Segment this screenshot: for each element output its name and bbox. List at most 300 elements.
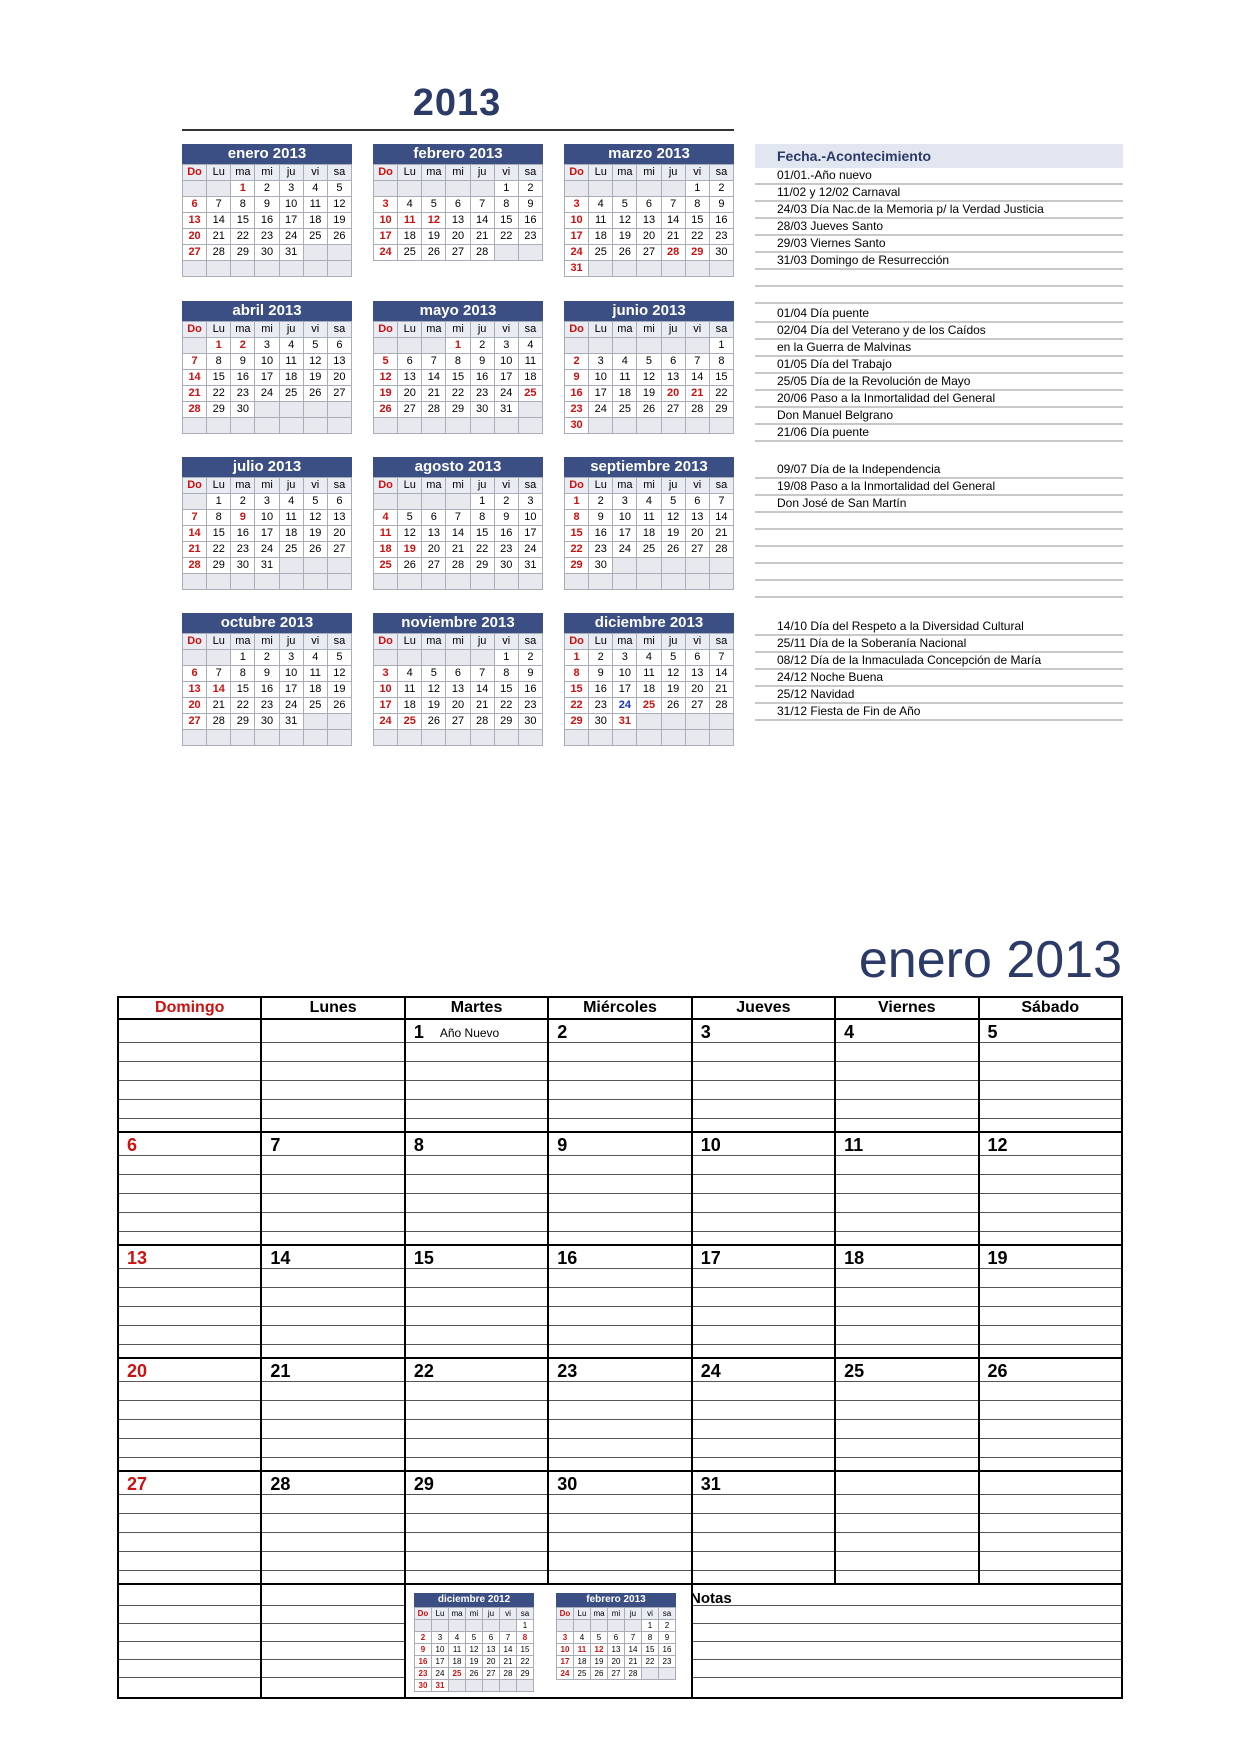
day-cell: 31 (613, 714, 637, 730)
empty-cell (183, 730, 207, 746)
note-line (262, 1287, 403, 1288)
day-cell: 4 (279, 494, 303, 510)
day-cell[interactable] (980, 1020, 1121, 1133)
day-cell: 9 (589, 510, 613, 526)
day-cell[interactable] (836, 1359, 977, 1472)
empty-cell (279, 261, 303, 277)
day-cell: 12 (661, 510, 685, 526)
empty-cell (422, 418, 446, 434)
empty-cell (255, 261, 279, 277)
day-cell: 12 (374, 370, 398, 386)
day-cell: 21 (685, 386, 709, 402)
day-cell[interactable] (836, 1246, 977, 1359)
empty-cell (303, 418, 327, 434)
day-cell: 26 (637, 402, 661, 418)
day-cell[interactable] (262, 1359, 403, 1472)
note-line (549, 1570, 690, 1571)
day-cell: 7 (685, 354, 709, 370)
day-cell[interactable] (262, 1472, 403, 1585)
day-cell: 5 (637, 354, 661, 370)
weekday-label: ma (231, 634, 255, 650)
day-cell: 20 (483, 1656, 500, 1668)
event-item: 29/03 Viernes Santo (755, 236, 1123, 253)
weekday-label: vi (494, 165, 518, 181)
note-line (693, 1061, 834, 1062)
empty-cell (659, 1668, 676, 1680)
day-cell[interactable] (693, 1020, 834, 1133)
day-cell: 26 (466, 1668, 483, 1680)
note-line (980, 1212, 1121, 1213)
day-cell: 31 (518, 558, 542, 574)
empty-cell (446, 730, 470, 746)
mini-calendar (373, 613, 543, 746)
note-line (549, 1287, 690, 1288)
day-cell: 27 (446, 714, 470, 730)
note-line (693, 1551, 834, 1552)
empty-cell (637, 261, 661, 277)
empty-cell (415, 1620, 432, 1632)
day-cell: 6 (685, 494, 709, 510)
day-cell[interactable] (549, 1133, 690, 1246)
weekday-label: Do (415, 1608, 432, 1620)
day-cell[interactable] (262, 1020, 403, 1133)
empty-cell (637, 338, 661, 354)
day-column (548, 1133, 691, 1246)
day-column (979, 1472, 1122, 1585)
event-item (755, 530, 1123, 547)
empty-cell (374, 574, 398, 590)
empty-cell (709, 714, 733, 730)
note-line (262, 1677, 403, 1678)
day-cell: 25 (374, 558, 398, 574)
note-line (119, 1438, 260, 1439)
day-column (548, 1472, 691, 1585)
day-cell: 27 (661, 402, 685, 418)
day-cell: 19 (327, 213, 351, 229)
day-cell: 16 (659, 1644, 676, 1656)
weekday-label: Lu (589, 634, 613, 650)
day-cell: 6 (483, 1632, 500, 1644)
day-cell: 28 (661, 245, 685, 261)
empty-cell (207, 181, 231, 197)
day-cell: 9 (518, 197, 542, 213)
weekday-header: Viernes (835, 997, 978, 1019)
day-cell: 25 (398, 245, 422, 261)
empty-cell (625, 1620, 642, 1632)
empty-cell (183, 418, 207, 434)
day-cell: 3 (255, 494, 279, 510)
empty-cell (449, 1620, 466, 1632)
empty-cell (207, 730, 231, 746)
day-cell[interactable] (980, 1359, 1121, 1472)
note-line (980, 1099, 1121, 1100)
weekday-label: Lu (398, 165, 422, 181)
empty-cell (565, 730, 589, 746)
day-cell[interactable] (693, 1133, 834, 1246)
day-cell: 24 (255, 542, 279, 558)
empty-cell (231, 261, 255, 277)
empty-cell (183, 338, 207, 354)
empty-cell (661, 574, 685, 590)
day-cell: 5 (327, 650, 351, 666)
day-cell: 28 (709, 698, 733, 714)
day-cell: 21 (207, 698, 231, 714)
day-column (835, 1359, 978, 1472)
weekday-label: sa (518, 322, 542, 338)
note-line (549, 1532, 690, 1533)
day-cell: 4 (374, 510, 398, 526)
weekday-header: Lunes (261, 997, 404, 1019)
empty-cell (303, 261, 327, 277)
note-line (980, 1344, 1121, 1345)
day-cell[interactable] (836, 1020, 977, 1133)
note-line (693, 1438, 834, 1439)
day-cell: 8 (517, 1632, 534, 1644)
day-cell: 17 (565, 229, 589, 245)
empty-cell (255, 402, 279, 418)
note-line (119, 1570, 260, 1571)
note-line (119, 1457, 260, 1458)
month-header: junio 2013 (564, 301, 734, 321)
day-cell[interactable] (836, 1472, 977, 1585)
day-cell: 18 (637, 682, 661, 698)
event-item: 24/12 Noche Buena (755, 670, 1123, 687)
day-cell[interactable] (980, 1246, 1121, 1359)
note-line (119, 1419, 260, 1420)
note-line (693, 1193, 834, 1194)
empty-cell (327, 245, 351, 261)
empty-cell (574, 1620, 591, 1632)
empty-cell (255, 574, 279, 590)
day-cell: 12 (466, 1644, 483, 1656)
empty-cell (685, 714, 709, 730)
day-cell: 28 (422, 402, 446, 418)
day-cell[interactable] (119, 1359, 260, 1472)
day-cell[interactable] (549, 1472, 690, 1585)
weekday-label: Do (183, 165, 207, 181)
note-line (406, 1042, 547, 1043)
day-cell[interactable] (406, 1359, 547, 1472)
day-cell: 1 (446, 338, 470, 354)
day-cell: 14 (446, 526, 470, 542)
day-cell[interactable] (980, 1472, 1121, 1585)
day-number: 2 (557, 1022, 568, 1042)
day-cell: 28 (709, 542, 733, 558)
day-cell: 10 (613, 510, 637, 526)
note-line (262, 1042, 403, 1043)
note-line (262, 1551, 403, 1552)
day-cell[interactable] (836, 1133, 977, 1246)
day-column (835, 1246, 978, 1359)
day-cell: 11 (518, 354, 542, 370)
day-cell: 21 (709, 526, 733, 542)
weekday-label: Lu (589, 322, 613, 338)
day-cell[interactable] (262, 1246, 403, 1359)
day-cell: 8 (494, 666, 518, 682)
day-cell: 9 (518, 666, 542, 682)
day-cell: 9 (255, 197, 279, 213)
month-header: agosto 2013 (373, 457, 543, 477)
empty-cell (494, 418, 518, 434)
day-cell: 16 (709, 213, 733, 229)
note-line (549, 1400, 690, 1401)
empty-cell (470, 574, 494, 590)
note-line (119, 1231, 260, 1232)
empty-cell (685, 338, 709, 354)
day-cell: 9 (565, 370, 589, 386)
day-cell: 25 (518, 386, 542, 402)
weekday-label: Do (374, 634, 398, 650)
mini-calendar (182, 144, 352, 277)
year-divider (182, 129, 734, 131)
day-column (118, 1019, 261, 1133)
day-column (692, 1246, 835, 1359)
day-cell: 23 (231, 386, 255, 402)
day-number: 26 (987, 1361, 1008, 1381)
event-item: Don José de San Martín (755, 496, 1123, 513)
day-cell: 6 (608, 1632, 625, 1644)
weekday-label: mi (255, 478, 279, 494)
weekday-label: ju (279, 165, 303, 181)
empty-cell (207, 261, 231, 277)
day-column (692, 1472, 835, 1585)
day-cell: 2 (255, 650, 279, 666)
day-cell: 24 (565, 245, 589, 261)
day-cell: 28 (207, 714, 231, 730)
day-cell: 23 (255, 698, 279, 714)
note-line (549, 1513, 690, 1514)
weekday-label: vi (685, 322, 709, 338)
note-line (406, 1287, 547, 1288)
note-line (262, 1231, 403, 1232)
weekday-label: Do (374, 322, 398, 338)
day-cell: 22 (470, 542, 494, 558)
day-cell[interactable] (406, 1020, 547, 1133)
day-cell[interactable] (119, 1133, 260, 1246)
day-cell: 19 (591, 1656, 608, 1668)
day-cell: 9 (589, 666, 613, 682)
day-cell[interactable] (980, 1133, 1121, 1246)
empty-cell (470, 418, 494, 434)
weekday-label: ju (279, 634, 303, 650)
empty-cell (565, 181, 589, 197)
day-number: 20 (127, 1361, 148, 1381)
day-cell: 9 (659, 1632, 676, 1644)
day-cell: 24 (613, 542, 637, 558)
day-cell[interactable] (406, 1133, 547, 1246)
empty-cell (422, 730, 446, 746)
day-cell: 18 (613, 386, 637, 402)
day-cell: 29 (207, 558, 231, 574)
note-line (549, 1080, 690, 1081)
empty-cell (483, 1620, 500, 1632)
event-item: 11/02 y 12/02 Carnaval (755, 185, 1123, 202)
day-number: 22 (413, 1361, 434, 1381)
day-cell[interactable] (262, 1133, 403, 1246)
day-cell: 23 (589, 698, 613, 714)
footer-box (693, 1585, 1121, 1699)
prev-month-calendar (414, 1593, 534, 1692)
weekday-label: mi (446, 634, 470, 650)
day-cell: 26 (591, 1668, 608, 1680)
day-cell: 4 (279, 338, 303, 354)
weekday-label: sa (327, 165, 351, 181)
weekday-label: vi (303, 634, 327, 650)
weekday-label: Lu (432, 1608, 449, 1620)
footer-box (262, 1585, 403, 1699)
day-cell: 12 (422, 213, 446, 229)
day-number: 21 (270, 1361, 291, 1381)
day-cell: 25 (303, 229, 327, 245)
day-cell: 10 (279, 666, 303, 682)
day-cell: 1 (685, 181, 709, 197)
day-cell: 19 (613, 229, 637, 245)
day-cell: 27 (422, 558, 446, 574)
day-cell: 7 (709, 494, 733, 510)
day-cell: 14 (709, 510, 733, 526)
day-cell[interactable] (549, 1359, 690, 1472)
day-cell: 22 (709, 386, 733, 402)
day-cell: 26 (661, 542, 685, 558)
day-cell[interactable] (406, 1472, 547, 1585)
mini-calendar (373, 144, 543, 261)
day-cell: 23 (518, 698, 542, 714)
empty-cell (398, 418, 422, 434)
note-line (836, 1400, 977, 1401)
day-cell: 24 (432, 1668, 449, 1680)
weekday-label: sa (518, 165, 542, 181)
note-line (980, 1193, 1121, 1194)
day-column (118, 1472, 261, 1585)
day-column (979, 1019, 1122, 1133)
day-cell[interactable] (406, 1246, 547, 1359)
day-cell: 30 (589, 558, 613, 574)
event-item: 08/12 Día de la Inmaculada Concepción de María (755, 653, 1123, 670)
day-cell[interactable] (119, 1246, 260, 1359)
day-cell: 5 (661, 494, 685, 510)
day-cell: 5 (422, 197, 446, 213)
note-line (262, 1532, 403, 1533)
note-line (980, 1287, 1121, 1288)
empty-cell (589, 574, 613, 590)
note-line (406, 1513, 547, 1514)
day-cell: 21 (625, 1656, 642, 1668)
note-line (262, 1193, 403, 1194)
day-cell: 26 (303, 542, 327, 558)
day-cell[interactable] (549, 1020, 690, 1133)
events-header: Fecha.-Acontecimiento (755, 144, 1123, 168)
day-cell[interactable] (693, 1359, 834, 1472)
day-cell: 21 (661, 229, 685, 245)
day-cell: 15 (642, 1644, 659, 1656)
day-cell[interactable] (693, 1472, 834, 1585)
day-cell: 21 (500, 1656, 517, 1668)
day-cell: 26 (661, 698, 685, 714)
note-line (836, 1231, 977, 1232)
weekday-label: vi (303, 478, 327, 494)
day-cell: 20 (661, 386, 685, 402)
day-cell: 28 (207, 245, 231, 261)
day-cell: 26 (303, 386, 327, 402)
empty-cell (446, 494, 470, 510)
day-cell[interactable] (119, 1472, 260, 1585)
note-line (836, 1099, 977, 1100)
day-cell: 29 (517, 1668, 534, 1680)
mini-calendar (182, 457, 352, 590)
day-cell[interactable] (119, 1020, 260, 1133)
notes-area[interactable] (692, 1585, 1122, 1699)
day-cell: 22 (565, 542, 589, 558)
day-column (548, 1019, 691, 1133)
day-column (979, 1359, 1122, 1472)
weekday-label: sa (327, 478, 351, 494)
note-line (406, 1212, 547, 1213)
note-line (549, 1042, 690, 1043)
day-cell: 6 (446, 197, 470, 213)
day-cell: 16 (415, 1656, 432, 1668)
empty-cell (255, 730, 279, 746)
day-cell: 27 (183, 714, 207, 730)
day-cell: 12 (661, 666, 685, 682)
empty-cell (709, 558, 733, 574)
month-header: diciembre 2013 (564, 613, 734, 633)
empty-cell (500, 1620, 517, 1632)
day-cell: 28 (183, 402, 207, 418)
weekday-label: ju (470, 478, 494, 494)
event-item: en la Guerra de Malvinas (755, 340, 1123, 357)
weekday-label: Lu (207, 478, 231, 494)
day-column (261, 1246, 404, 1359)
day-cell: 3 (613, 494, 637, 510)
day-number: 29 (413, 1474, 434, 1494)
note-line (980, 1551, 1121, 1552)
day-cell: 22 (565, 698, 589, 714)
day-cell: 19 (327, 682, 351, 698)
day-cell: 10 (255, 510, 279, 526)
day-cell: 29 (494, 714, 518, 730)
day-cell: 23 (255, 229, 279, 245)
day-cell: 6 (637, 197, 661, 213)
day-cell: 30 (255, 714, 279, 730)
day-cell: 20 (446, 229, 470, 245)
note-line (119, 1042, 260, 1043)
month-header: septiembre 2013 (564, 457, 734, 477)
day-cell: 15 (709, 370, 733, 386)
day-cell: 23 (518, 229, 542, 245)
note-line (980, 1532, 1121, 1533)
note-line (406, 1438, 547, 1439)
empty-cell (327, 730, 351, 746)
weekday-label: mi (446, 322, 470, 338)
day-cell: 2 (518, 181, 542, 197)
empty-cell (470, 181, 494, 197)
empty-cell (661, 730, 685, 746)
day-number: 18 (844, 1248, 865, 1268)
empty-cell (327, 714, 351, 730)
day-cell[interactable] (693, 1246, 834, 1359)
weekday-label: sa (659, 1608, 676, 1620)
day-cell[interactable] (549, 1246, 690, 1359)
note-line (119, 1118, 260, 1119)
note-line (406, 1080, 547, 1081)
note-line (693, 1659, 1121, 1660)
weekday-label: vi (494, 634, 518, 650)
day-cell: 4 (637, 494, 661, 510)
day-cell: 11 (449, 1644, 466, 1656)
empty-cell (608, 1620, 625, 1632)
weekday-label: Do (374, 165, 398, 181)
day-cell: 29 (231, 245, 255, 261)
